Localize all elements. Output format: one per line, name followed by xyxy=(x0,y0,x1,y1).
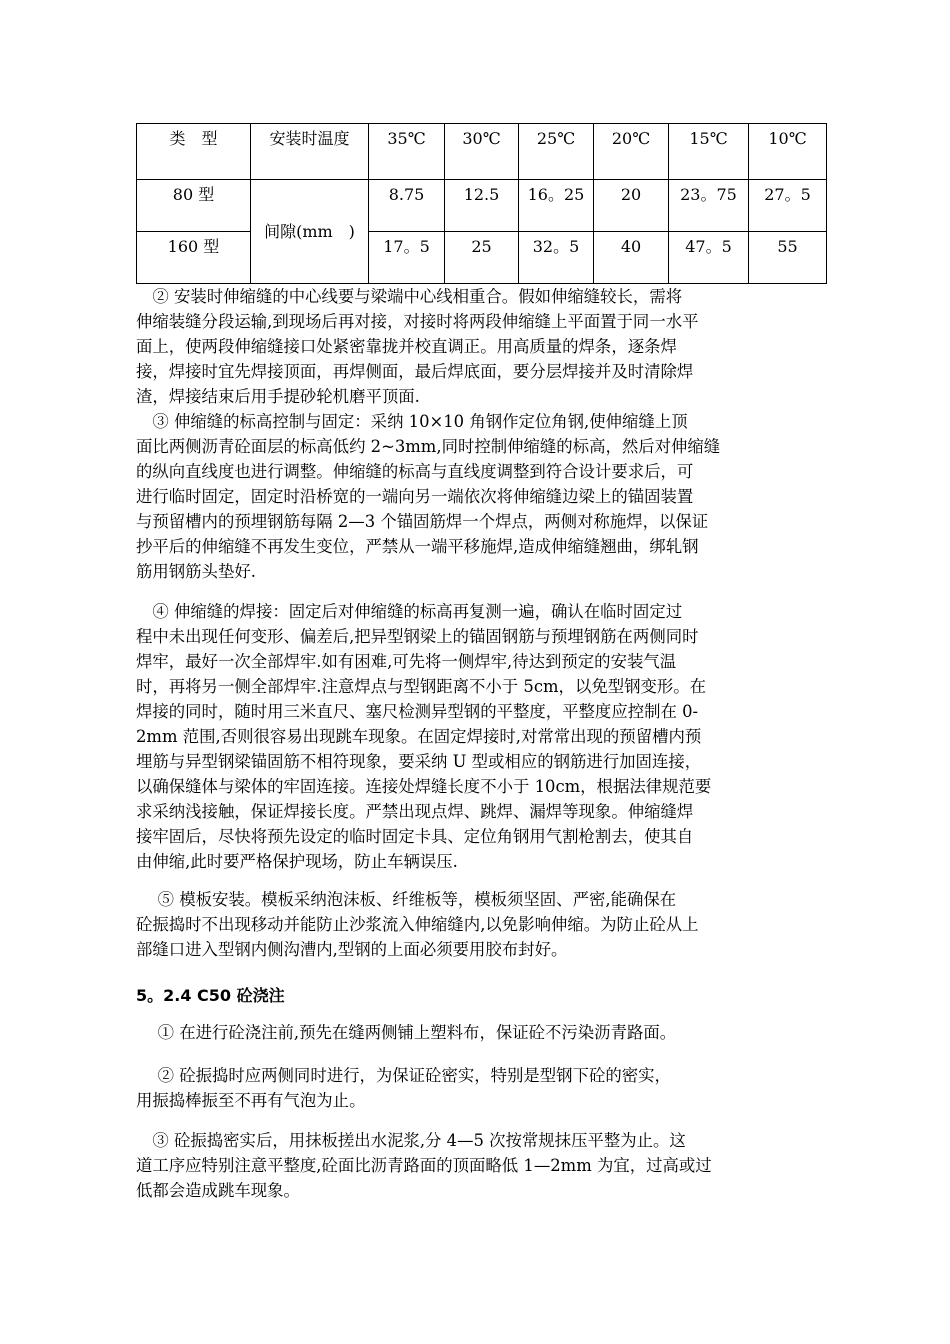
text-line: 面比两侧沥青砼面层的标高低约 2~3mm,同时控制伸缩缝的标高，然后对伸缩缝 xyxy=(136,437,721,456)
text-line: 用振捣棒振至不再有气泡为止。 xyxy=(136,1091,366,1110)
text-line: 部缝口进入型钢内侧沟漕内,型钢的上面必须要用胶布封好。 xyxy=(136,940,568,959)
text-line: ④ 伸缩缝的焊接：固定后对伸缩缝的标高再复测一遍，确认在临时固定过 xyxy=(136,602,683,621)
value-cell: 12.5 xyxy=(445,180,519,232)
text-line: 筋用钢筋头垫好. xyxy=(136,562,256,581)
header-cell: 35℃ xyxy=(369,124,445,180)
table-header-row xyxy=(137,124,827,180)
paragraph-elevation-control xyxy=(136,409,826,584)
header-cell: 类 型 xyxy=(137,124,251,180)
header-cell: 20℃ xyxy=(594,124,669,180)
text-line: 程中未出现任何变形、偏差后,把异型钢梁上的锚固钢筋与预埋钢筋在两侧同时 xyxy=(136,627,699,646)
text-line: 接，焊接时宜先焊接顶面，再焊侧面，最后焊底面，要分层焊接并及时清除焊 xyxy=(136,362,694,381)
text-line: 与预留槽内的预埋钢筋每隔 2—3 个锚固筋焊一个焊点，两侧对称施焊，以保证 xyxy=(136,512,709,531)
value-cell: 27。5 xyxy=(749,180,827,232)
text-line: 焊接的同时，随时用三米直尺、塞尺检测异型钢的平整度，平整度应控制在 0- xyxy=(136,702,699,721)
table-row xyxy=(137,180,827,232)
value-cell: 47。5 xyxy=(669,232,749,284)
text-line: 焊牢，最好一次全部焊牢.如有困难,可先将一侧焊牢,待达到预定的安装气温 xyxy=(136,652,677,671)
text-line: 道工序应特别注意平整度,砼面比沥青路面的顶面略低 1—2mm 为宜，过高或过 xyxy=(136,1156,712,1175)
text-line: 的纵向直线度也进行调整。伸缩缝的标高与直线度调整到符合设计要求后，可 xyxy=(136,462,694,481)
section-heading: 5。2.4 C50 砼浇注 xyxy=(136,986,285,1005)
value-cell: 8.75 xyxy=(369,180,445,232)
text-line: ② 砼振捣时应两侧同时进行，为保证砼密实，特别是型钢下砼的密实， xyxy=(136,1066,671,1085)
text-line: 渣，焊接结束后用手提砂轮机磨平顶面. xyxy=(136,387,420,406)
paragraph-vibration xyxy=(136,1063,826,1113)
text-line: ③ 伸缩缝的标高控制与固定：采纳 10×10 角钢作定位角钢,使伸缩缝上顶 xyxy=(136,412,688,431)
table-row xyxy=(137,232,827,284)
text-line: ② 安装时伸缩缝的中心线要与梁端中心线相重合。假如伸缩缝较长，需将 xyxy=(136,287,683,306)
type-cell: 80 型 xyxy=(137,180,251,232)
text-line: 由伸缩,此时要严格保护现场，防止车辆误压. xyxy=(136,852,458,871)
value-cell: 23。75 xyxy=(669,180,749,232)
value-cell: 40 xyxy=(594,232,669,284)
header-cell: 10℃ xyxy=(749,124,827,180)
text-line: ③ 砼振捣密实后，用抹板搓出水泥浆,分 4—5 次按常规抹压平整为止。这 xyxy=(136,1131,686,1150)
text-line: 时，再将另一侧全部焊牢.注意焊点与型钢距离不小于 5cm，以免型钢变形。在 xyxy=(136,677,707,696)
text-line: 求采纳浅接触，保证焊接长度。严禁出现点焊、跳焊、漏焊等现象。伸缩缝焊 xyxy=(136,802,694,821)
temperature-gap-table xyxy=(136,123,827,284)
text-line: 2mm 范围,否则很容易出现跳车现象。在固定焊接时,对常常出现的预留槽内预 xyxy=(136,727,702,746)
type-cell: 160 型 xyxy=(137,232,251,284)
text-line: 以确保缝体与梁体的牢固连接。连接处焊缝长度不小于 10cm，根据法律规范要 xyxy=(136,777,712,796)
paragraph-pouring-prep xyxy=(136,1020,826,1045)
text-line: 接牢固后，尽快将预先设定的临时固定卡具、定位角钢用气割枪割去，使其自 xyxy=(136,827,694,846)
text-line: ① 在进行砼浇注前,预先在缝两侧铺上塑料布，保证砼不污染沥青路面。 xyxy=(136,1023,677,1042)
text-line: 抄平后的伸缩缝不再发生变位，严禁从一端平移施焊,造成伸缩缝翘曲，绑轧钢 xyxy=(136,537,699,556)
value-cell: 20 xyxy=(594,180,669,232)
gap-label-cell: 间隙(mm ) xyxy=(251,180,369,284)
header-cell: 15℃ xyxy=(669,124,749,180)
paragraph-finishing xyxy=(136,1128,826,1203)
text-line: ⑤ 模板安装。模板采纳泡沫板、纤维板等，模板须坚固、严密,能确保在 xyxy=(136,890,677,909)
header-cell: 30℃ xyxy=(445,124,519,180)
header-cell: 25℃ xyxy=(519,124,594,180)
text-line: 面上，使两段伸缩缝接口处紧密靠拢并校直调正。用高质量的焊条，逐条焊 xyxy=(136,337,677,356)
text-line: 进行临时固定，固定时沿桥宽的一端向另一端依次将伸缩缝边梁上的锚固装置 xyxy=(136,487,694,506)
header-cell: 安装时温度 xyxy=(251,124,369,180)
value-cell: 25 xyxy=(445,232,519,284)
text-line: 低都会造成跳车现象。 xyxy=(136,1181,300,1200)
text-line: 砼振捣时不出现移动并能防止沙浆流入伸缩缝内,以免影响伸缩。为防止砼从上 xyxy=(136,915,699,934)
paragraph-formwork xyxy=(136,887,826,962)
text-line: 伸缩装缝分段运输,到现场后再对接，对接时将两段伸缩缝上平面置于同一水平 xyxy=(136,312,699,331)
value-cell: 16。25 xyxy=(519,180,594,232)
paragraph-welding xyxy=(136,599,826,874)
text-line: 埋筋与异型钢梁锚固筋不相符现象，要采纳 U 型或相应的钢筋进行加固连接， xyxy=(136,752,702,771)
value-cell: 55 xyxy=(749,232,827,284)
paragraph-joint-alignment xyxy=(136,284,826,409)
value-cell: 17。5 xyxy=(369,232,445,284)
value-cell: 32。5 xyxy=(519,232,594,284)
